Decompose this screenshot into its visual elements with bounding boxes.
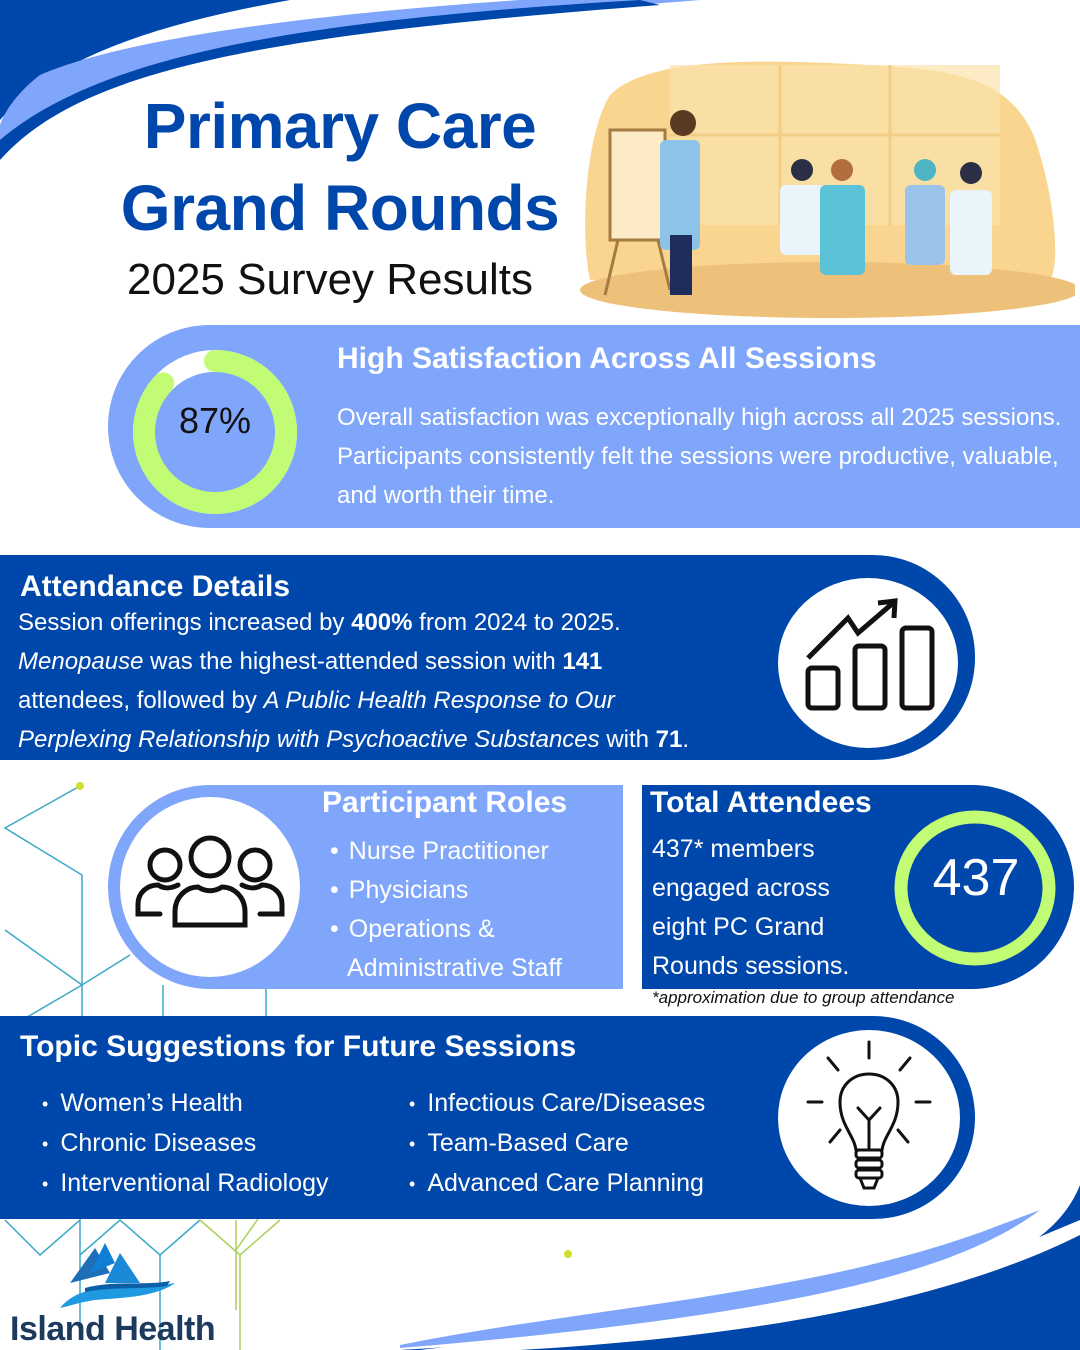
body-line: 437* members [652, 835, 815, 863]
satisfaction-title: High Satisfaction Across All Sessions [337, 342, 877, 375]
session-name-public-health-cont: Perplexing Relationship with Psychoactive Substances [18, 726, 600, 753]
topic-suggestions-title: Topic Suggestions for Future Sessions [20, 1030, 577, 1063]
title-line-2: Grand Rounds [120, 172, 560, 244]
participant-roles-list [330, 832, 562, 988]
list-item: • Team-Based Care [409, 1124, 705, 1164]
participant-roles-title: Participant Roles [322, 786, 568, 819]
list-item: • Interventional Radiology [42, 1164, 329, 1204]
text: . [682, 726, 690, 753]
total-attendees-title: Total Attendees [650, 786, 872, 819]
group-people-icon-circle [120, 797, 300, 977]
list-item-continuation: Administrative Staff [347, 954, 562, 982]
text: was the highest-attended session with [143, 648, 563, 675]
text: attendees, followed by [18, 687, 264, 714]
presentation-illustration [570, 35, 1075, 320]
group-people-icon [120, 797, 300, 977]
session-name-menopause: Menopause [18, 648, 144, 675]
island-health-logo-text: Island Health [10, 1310, 216, 1348]
title-line-1: Primary Care [143, 90, 537, 162]
list-item: • Physicians [330, 871, 562, 910]
list-item: • Advanced Care Planning [409, 1164, 705, 1204]
footnote: *approximation due to group attendance [652, 988, 955, 1007]
lightbulb-icon-circle [778, 1030, 960, 1206]
text: from 2024 to 2025. [412, 609, 621, 636]
satisfaction-percent: 87% [178, 400, 252, 441]
public-health-attendees: 71 [655, 726, 683, 753]
list-item: • Nurse Practitioner [330, 832, 562, 871]
list-item: • Women’s Health [42, 1084, 329, 1124]
growth-chart-icon [778, 578, 958, 748]
menopause-attendees: 141 [562, 648, 603, 675]
bottom-swoosh-decoration [400, 1185, 1080, 1350]
satisfaction-body: Overall satisfaction was exceptionally high across all 2025 sessions. Participants consistently felt the sessions were productive, valuable, and worth their time. [337, 404, 1062, 509]
growth-chart-icon-circle [778, 578, 958, 748]
increase-percent: 400% [351, 609, 413, 636]
page-subtitle: 2025 Survey Results [127, 255, 533, 304]
attendance-body [18, 603, 808, 759]
page-title [90, 85, 590, 249]
text: with [599, 726, 656, 753]
body-line: eight PC Grand [652, 913, 825, 941]
lightbulb-icon [778, 1030, 960, 1206]
list-item: • Chronic Diseases [42, 1124, 329, 1164]
text: Session offerings increased by [18, 609, 352, 636]
topic-list-col-1 [42, 1084, 329, 1204]
list-item: • Operations & [330, 910, 562, 949]
island-health-logo-mark [55, 1238, 185, 1313]
total-attendees-body [652, 830, 892, 986]
attendance-title: Attendance Details [20, 570, 291, 603]
session-name-public-health: A Public Health Response to Our [263, 687, 615, 714]
total-attendees-number: 437 [932, 849, 1020, 907]
body-line: engaged across [652, 874, 830, 902]
list-item: • Infectious Care/Diseases [409, 1084, 705, 1124]
body-line: Rounds sessions. [652, 952, 850, 980]
